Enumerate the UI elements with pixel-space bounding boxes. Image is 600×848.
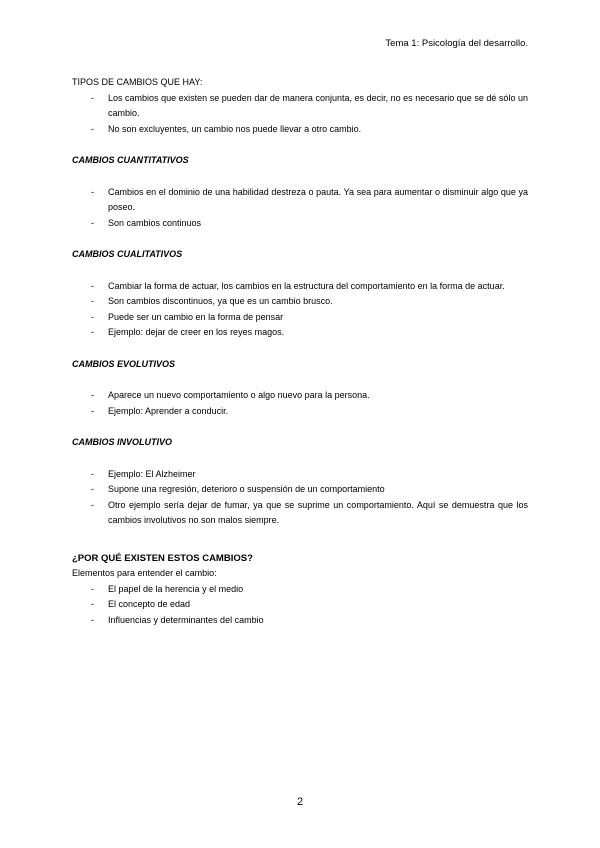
list-item [72,613,528,629]
list-item [72,597,528,613]
document-body [72,75,528,628]
list-item-text: El papel de la herencia y el medio [108,583,244,594]
list-involutivo [72,467,528,529]
list-item [72,294,528,310]
section-heading-porque: ¿POR QUÉ EXISTEN ESTOS CAMBIOS? [72,552,253,564]
list-item [72,91,528,122]
list-item-text: Ejemplo: Aprender a conducir. [108,405,229,416]
list-item [72,498,528,529]
list-cuantitativos [72,185,528,232]
list-item [72,325,528,341]
list-item [72,388,528,404]
dash-bullet: - [91,327,94,337]
section-intro-porque: Elementos para entender el cambio: [72,568,217,578]
list-item-text: No son excluyentes, un cambio nos puede llevar a otro cambio. [108,123,362,134]
dash-bullet: - [91,296,94,306]
dash-bullet: - [91,468,94,479]
dash-bullet: - [91,186,94,197]
list-cualitativos [72,279,528,341]
dash-bullet: - [91,390,94,400]
list-porque [72,582,528,629]
section-heading-tipos: TIPOS DE CAMBIOS QUE HAY: [72,77,203,87]
list-item [72,279,528,295]
list-item-text: Son cambios continuos [108,217,202,228]
section-heading-evolutivos: CAMBIOS EVOLUTIVOS [72,358,176,369]
dash-bullet: - [91,405,94,416]
dash-bullet: - [91,123,94,134]
list-item-text: Cambiar la forma de actuar, los cambios en la estructura del comportamiento en la forma de actuar. [108,280,505,291]
section-heading-cuantitativos: CAMBIOS CUANTITATIVOS [72,155,189,165]
list-item-text: Ejemplo: El Alzheimer [108,468,196,479]
list-item-text: Cambios en el dominio de una habilidad destreza o pauta. Ya sea para aumentar o disminuir algo que ya poseo. [108,186,528,212]
list-evolutivos [72,388,528,419]
list-item [72,482,528,498]
list-item [72,310,528,326]
dash-bullet: - [91,499,94,510]
dash-bullet: - [91,92,94,103]
list-item [72,582,528,598]
page-header: Tema 1: Psicología del desarrollo. [385,38,528,49]
section-heading-cualitativos: CAMBIOS CUALITATIVOS [72,249,183,259]
list-item-text: Supone una regresión, deterioro o suspensión de un comportamiento [108,484,385,494]
list-item [72,122,528,138]
section-heading-involutivo: CAMBIOS INVOLUTIVO [72,437,173,447]
list-item [72,404,528,420]
list-item [72,467,528,483]
list-item-text: Puede ser un cambio en la forma de pensar [108,311,284,322]
dash-bullet: - [91,599,94,609]
dash-bullet: - [91,280,94,291]
list-item-text: Influencias y determinantes del cambio [108,614,264,625]
dash-bullet: - [91,311,94,322]
list-item-text: Son cambios discontinuos, ya que es un cambio brusco. [108,296,333,306]
list-item [72,185,528,216]
list-tipos [72,91,528,138]
list-item-text: Otro ejemplo sería dejar de fumar, ya que se suprime un comportamiento. Aquí se demuestra que los cambios involutivos no son malos siempre. [108,499,528,525]
page-number: 2 [296,796,304,808]
dash-bullet: - [91,217,94,228]
list-item-text: Aparece un nuevo comportamiento o algo nuevo para la persona. [108,390,370,400]
list-item-text: El concepto de edad [108,599,191,609]
dash-bullet: - [91,484,94,494]
list-item-text: Ejemplo: dejar de creer en los reyes magos. [108,327,285,337]
list-item [72,216,528,232]
list-item-text: Los cambios que existen se pueden dar de manera conjunta, es decir, no es necesario que se dé sólo un cambio. [108,92,528,118]
dash-bullet: - [91,614,94,625]
dash-bullet: - [91,583,94,594]
